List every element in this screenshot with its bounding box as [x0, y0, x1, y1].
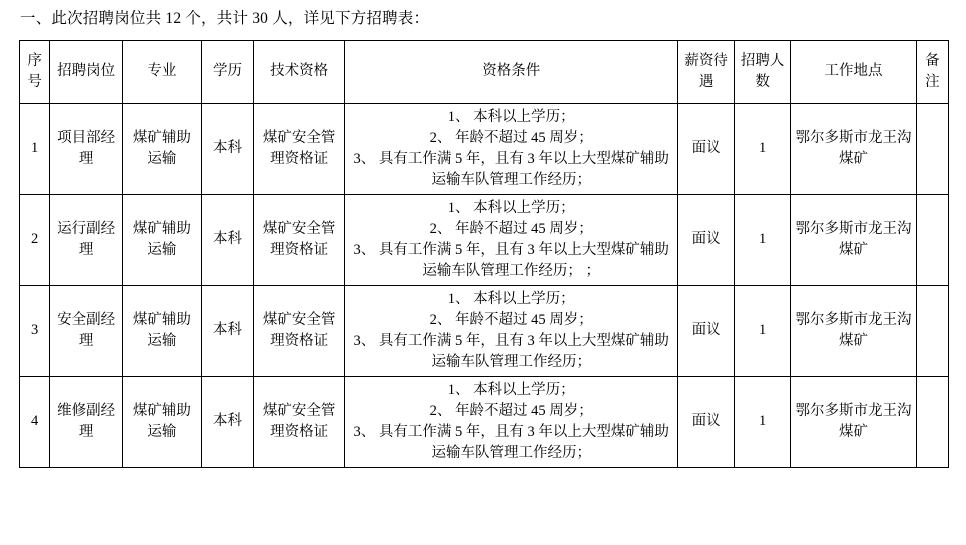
cell-place: 鄂尔多斯市龙王沟煤矿	[791, 194, 916, 285]
cell-salary: 面议	[678, 103, 735, 194]
cell-count: 1	[734, 285, 791, 376]
condition-line: 2、 年龄不超过 45 周岁；	[429, 311, 593, 328]
column-header-major: 专业	[122, 40, 201, 103]
condition-line: 1、 本科以上学历；	[447, 290, 575, 307]
condition-line: 2、 年龄不超过 45 周岁；	[429, 402, 593, 419]
cell-post: 维修副经理	[50, 376, 123, 467]
condition-line: 2、 年龄不超过 45 周岁；	[429, 129, 593, 146]
column-header-note: 备注	[916, 40, 948, 103]
column-header-salary: 薪资待遇	[678, 40, 735, 103]
cell-place: 鄂尔多斯市龙王沟煤矿	[791, 376, 916, 467]
condition-line: 3、 具有工作满 5 年，且有 3 年以上大型煤矿辅助运输车队管理工作经历；	[353, 423, 669, 461]
cell-place: 鄂尔多斯市龙王沟煤矿	[791, 103, 916, 194]
column-header-education: 学历	[201, 40, 254, 103]
column-header-post: 招聘岗位	[50, 40, 123, 103]
cell-conditions	[345, 103, 678, 194]
cell-count: 1	[734, 103, 791, 194]
cell-education: 本科	[201, 103, 254, 194]
cell-conditions	[345, 376, 678, 467]
column-header-conditions: 资格条件	[345, 40, 678, 103]
cell-place: 鄂尔多斯市龙王沟煤矿	[791, 285, 916, 376]
cell-tech: 煤矿安全管理资格证	[254, 103, 345, 194]
cell-education: 本科	[201, 376, 254, 467]
cell-major: 煤矿辅助运输	[122, 285, 201, 376]
cell-post: 运行副经理	[50, 194, 123, 285]
cell-major: 煤矿辅助运输	[122, 376, 201, 467]
cell-seq: 2	[20, 194, 50, 285]
condition-line: 3、 具有工作满 5 年，且有 3 年以上大型煤矿辅助运输车队管理工作经历；	[353, 150, 669, 188]
cell-tech: 煤矿安全管理资格证	[254, 376, 345, 467]
cell-note	[916, 285, 948, 376]
table-row	[20, 376, 949, 467]
condition-line: 3、 具有工作满 5 年，且有 3 年以上大型煤矿辅助运输车队管理工作经历；	[353, 332, 669, 370]
cell-seq: 3	[20, 285, 50, 376]
table-header-row	[20, 40, 949, 103]
cell-seq: 1	[20, 103, 50, 194]
cell-note	[916, 194, 948, 285]
column-header-place: 工作地点	[791, 40, 916, 103]
condition-line: 1、 本科以上学历；	[447, 199, 575, 216]
cell-education: 本科	[201, 285, 254, 376]
cell-count: 1	[734, 194, 791, 285]
cell-post: 项目部经理	[50, 103, 123, 194]
cell-post: 安全副经理	[50, 285, 123, 376]
cell-count: 1	[734, 376, 791, 467]
column-header-count: 招聘人数	[734, 40, 791, 103]
condition-line: 2、 年龄不超过 45 周岁；	[429, 220, 593, 237]
cell-salary: 面议	[678, 194, 735, 285]
cell-major: 煤矿辅助运输	[122, 103, 201, 194]
cell-note	[916, 376, 948, 467]
condition-line: 1、 本科以上学历；	[447, 381, 575, 398]
cell-tech: 煤矿安全管理资格证	[254, 285, 345, 376]
condition-line: 1、 本科以上学历；	[447, 108, 575, 125]
cell-note	[916, 103, 948, 194]
cell-major: 煤矿辅助运输	[122, 194, 201, 285]
cell-conditions	[345, 285, 678, 376]
condition-line: 3、 具有工作满 5 年，且有 3 年以上大型煤矿辅助运输车队管理工作经历； ；	[353, 241, 669, 279]
cell-salary: 面议	[678, 376, 735, 467]
cell-education: 本科	[201, 194, 254, 285]
table-row	[20, 194, 949, 285]
recruitment-table	[19, 40, 949, 468]
table-row	[20, 285, 949, 376]
intro-paragraph: 一、此次招聘岗位共 12 个，共计 30 人，详见下方招聘表：	[20, 10, 430, 27]
table-row	[20, 103, 949, 194]
cell-salary: 面议	[678, 285, 735, 376]
cell-seq: 4	[20, 376, 50, 467]
column-header-seq: 序号	[20, 40, 50, 103]
cell-tech: 煤矿安全管理资格证	[254, 194, 345, 285]
cell-conditions	[345, 194, 678, 285]
column-header-tech: 技术资格	[254, 40, 345, 103]
